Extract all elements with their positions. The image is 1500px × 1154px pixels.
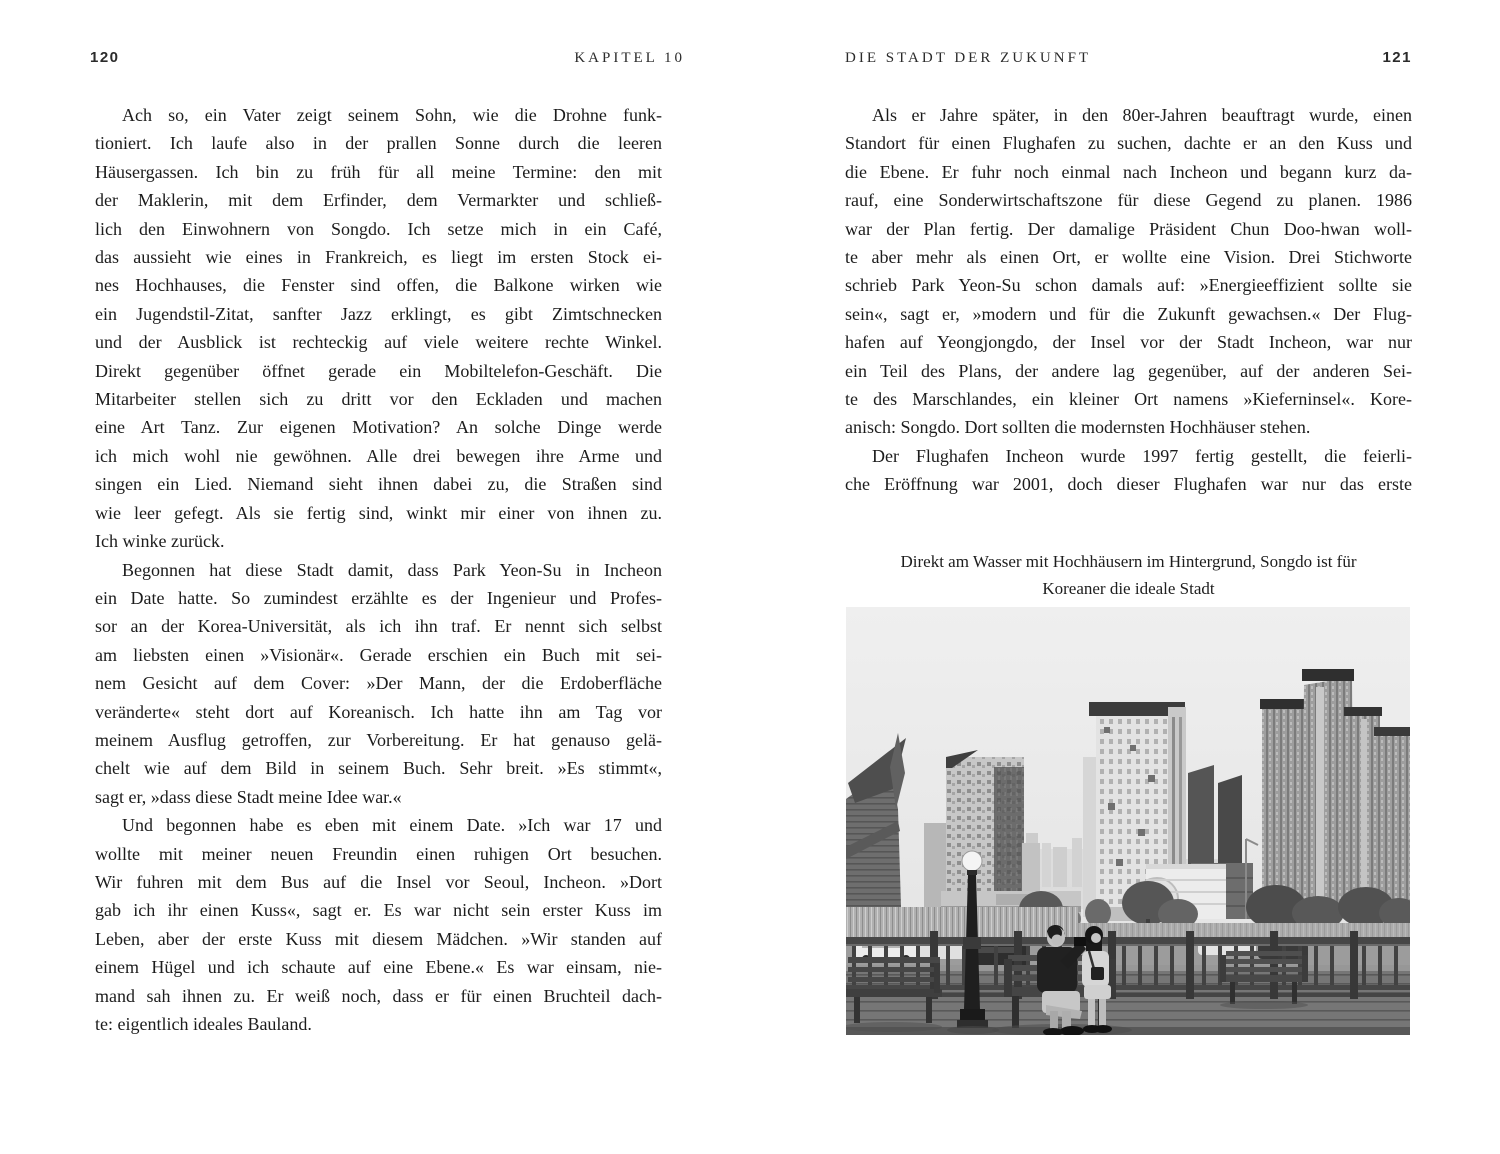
text-line: sein«, sagt er, »modern und für die Zukunft gewachsen.« Der Flug- <box>845 303 1412 324</box>
text-line: veränderte« steht dort auf Koreanisch. Ich hatte ihn am Tag vor <box>95 701 662 722</box>
text-line: meinem Ausflug getroffen, zur Vorbereitung. Er hat genauso gelä- <box>95 729 662 750</box>
text-line: Mitarbeiter stellen sich zu dritt vor den Eckladen und machen <box>95 389 662 410</box>
text-line: das aussieht wie eines in Frankreich, es liegt im ersten Stock ei- <box>95 247 662 268</box>
running-head-left: KAPITEL 10 <box>574 50 685 66</box>
photo-caption-line-1: Direkt am Wasser mit Hochhäusern im Hintergrund, Songdo ist für <box>900 552 1357 571</box>
text-line: Ich winke zurück. <box>95 531 225 552</box>
text-line: te aber mehr als einen Ort, er wollte eine Vision. Drei Stichworte <box>845 247 1412 268</box>
text-line: singen ein Lied. Niemand sieht ihnen dabei zu, die Straßen sind <box>95 474 662 495</box>
songdo-photo-illustration <box>846 607 1410 1035</box>
text-line: Standort für einen Flughafen zu suchen, dachte er an den Kuss und <box>845 133 1412 154</box>
text-line: ich mich wohl nie gewöhnen. Alle drei bewegen ihre Arme und <box>95 445 662 466</box>
text-line: war der Plan fertig. Der damalige Präsident Chun Doo-hwan woll- <box>845 218 1412 239</box>
text-line: nes Hochhauses, die Fenster sind offen, die Balkone wirken wie <box>95 275 662 296</box>
text-line: sagt er, »dass diese Stadt meine Idee war.« <box>95 786 402 807</box>
text-line: che Eröffnung war 2001, doch dieser Flughafen war nur das erste <box>845 474 1412 495</box>
text-line: sor an der Korea-Universität, als ich ihn traf. Er nennt sich selbst <box>95 616 662 637</box>
text-line: Häusergassen. Ich bin zu früh für all meine Termine: den mit <box>95 161 662 182</box>
page-number-left: 120 <box>90 49 120 66</box>
text-line: Direkt gegenüber öffnet gerade ein Mobiltelefon-Geschäft. Die <box>95 360 662 381</box>
photo-caption-line-2: Koreaner die ideale Stadt <box>1042 578 1215 598</box>
text-line: die Ebene. Er fuhr noch einmal nach Incheon und begann kurz da- <box>845 161 1412 182</box>
text-line: te: eigentlich ideales Bauland. <box>95 1014 312 1034</box>
text-line: anisch: Songdo. Dort sollten die modernsten Hochhäuser stehen. <box>845 417 1311 438</box>
text-line: Begonnen hat diese Stadt damit, dass Park Yeon-Su in Incheon <box>122 559 662 580</box>
text-line: tioniert. Ich laufe also in der prallen Sonne durch die leeren <box>95 133 662 154</box>
page-number-right: 121 <box>1382 49 1412 66</box>
text-line: rauf, eine Sonderwirtschaftszone für diese Gegend zu planen. 1986 <box>845 190 1412 211</box>
text-line: nem Gesicht auf dem Cover: »Der Mann, der die Erdoberfläche <box>95 673 662 694</box>
text-line: eine Art Tanz. Zur eigenen Motivation? An solche Dinge werde <box>95 417 662 438</box>
text-line: und der Ausblick ist rechteckig auf viele weitere rechte Winkel. <box>95 332 662 353</box>
left-page-text <box>95 101 662 1038</box>
photo-caption <box>845 549 1412 602</box>
text-line: am liebsten einen »Visionär«. Gerade erschien ein Buch mit sei- <box>95 644 662 665</box>
text-line: hafen auf Yeongjongdo, der Insel vor der Stadt Incheon, war nur <box>845 332 1412 353</box>
text-line: der Maklerin, mit dem Erfinder, dem Vermarkter und schließ- <box>95 190 662 211</box>
text-line: Leben, aber der erste Kuss mit diesem Mädchen. »Wir standen auf <box>95 928 662 949</box>
text-line: wie leer gefegt. Als sie fertig sind, winkt mir einer von ihnen zu. <box>95 502 662 523</box>
text-line: schrieb Park Yeon-Su schon damals auf: »Energieeffizient sollte sie <box>845 275 1412 296</box>
text-line: Der Flughafen Incheon wurde 1997 fertig gestellt, die feierli- <box>872 445 1412 466</box>
text-line: ein Date hatte. So zumindest erzählte es der Ingenieur und Profes- <box>95 587 662 608</box>
right-page-text <box>845 101 1412 499</box>
text-line: wollte mit meiner neuen Freundin einen ruhigen Ort besuchen. <box>95 843 662 864</box>
songdo-photo <box>846 607 1410 1035</box>
text-line: chelt wie auf dem Bild in seinem Buch. Sehr breit. »Es stimmt«, <box>95 758 662 779</box>
text-line: ein Teil des Plans, der andere lag gegenüber, auf der anderen Sei- <box>845 360 1412 381</box>
text-line: Wir fuhren mit dem Bus auf die Insel vor Seoul, Incheon. »Dort <box>95 871 662 892</box>
text-line: lich den Einwohnern von Songdo. Ich setze mich in ein Café, <box>95 218 662 239</box>
running-head-right: DIE STADT DER ZUKUNFT <box>845 50 1092 66</box>
text-line: einem Hügel und ich schaute auf eine Ebene.« Es war einsam, nie- <box>95 957 662 978</box>
text-line: Und begonnen habe es eben mit einem Date. »Ich war 17 und <box>122 815 662 836</box>
text-line: Als er Jahre später, in den 80er-Jahren beauftragt wurde, einen <box>872 105 1412 125</box>
text-line: mand sah ihnen zu. Er weiß noch, dass er für einen Bruchteil dach- <box>95 985 662 1006</box>
text-line: te des Marschlandes, ein kleiner Ort namens »Kieferninsel«. Kore- <box>845 389 1412 410</box>
text-line: Ach so, ein Vater zeigt seinem Sohn, wie die Drohne funk- <box>122 105 662 125</box>
text-line: ein Jugendstil-Zitat, sanfter Jazz erklingt, es gibt Zimtschnecken <box>95 303 662 324</box>
text-line: gab ich ihr einen Kuss«, sagt er. Es war nicht sein erster Kuss im <box>95 900 662 921</box>
